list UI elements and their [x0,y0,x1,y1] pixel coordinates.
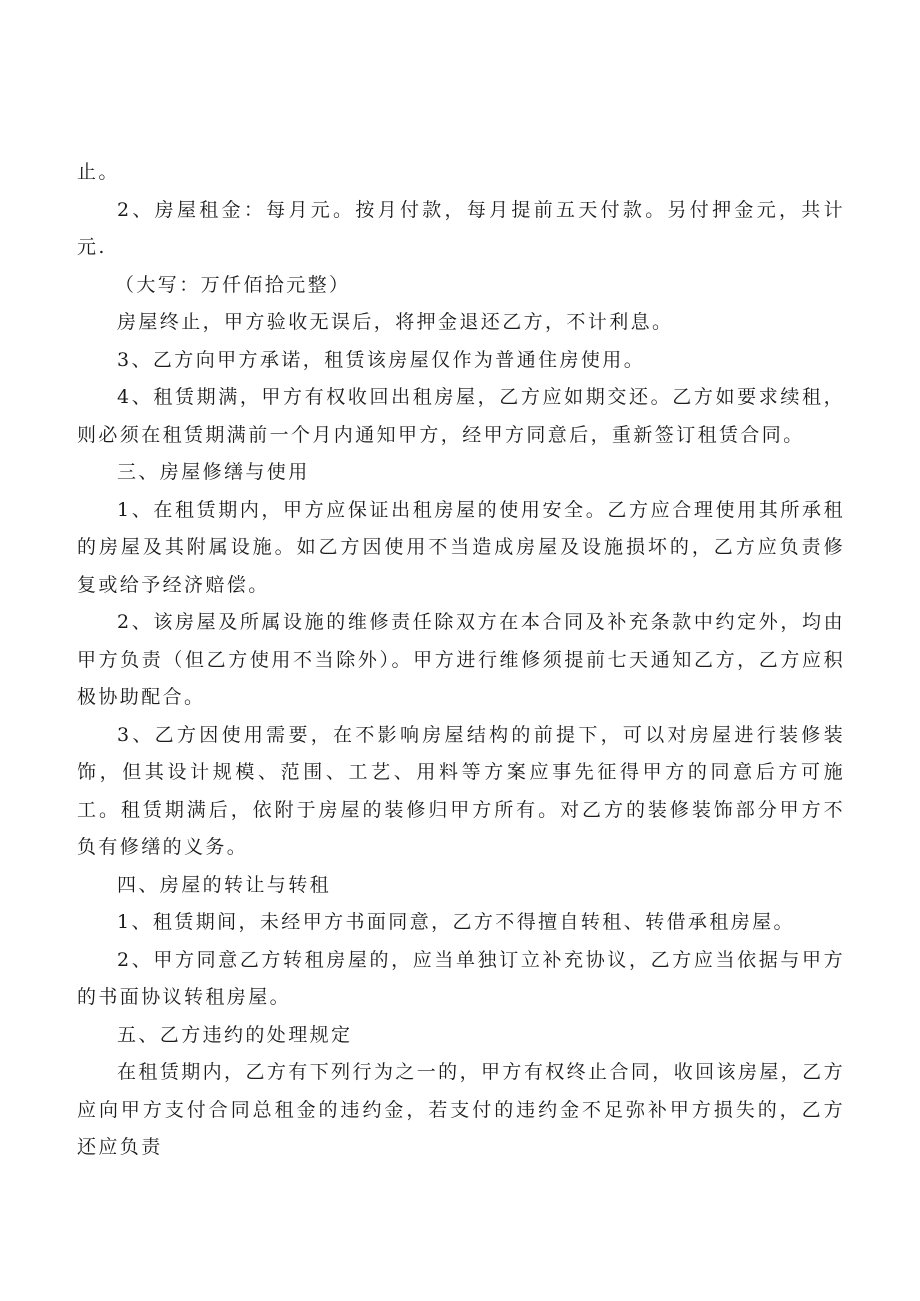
paragraph-safety: 1、在租赁期内，甲方应保证出租房屋的使用安全。乙方应合理使用其所承租的房屋及其附属设施。如乙方因使用不当造成房屋及设施损坏的，乙方应负责修复或给予经济赔偿。 [77,498,845,596]
paragraph-deposit-return: 房屋终止，甲方验收无误后，将押金退还乙方，不计利息。 [117,311,674,333]
paragraph-no-sublease: 1、租赁期间，未经甲方书面同意，乙方不得擅自转租、转借承租房屋。 [117,911,795,933]
paragraph-rent-uppercase: （大写：万仟佰拾元整） [115,273,351,296]
paragraph-continuation: 止。 [77,161,120,183]
section-heading-transfer-sublease: 四、房屋的转让与转租 [117,873,332,896]
paragraph-renovation: 3、乙方因使用需要，在不影响房屋结构的前提下，可以对房屋进行装修装饰，但其设计规模、范围、工艺、用料等方案应事先征得甲方的同意后方可施工。租赁期满后，依附于房屋的装修归甲方所有。对乙方的装修装饰部分甲方不负有修缮的义务。 [77,723,845,858]
section-heading-breach: 五、乙方违约的处理规定 [117,1023,353,1046]
paragraph-breach-terms: 在租赁期内，乙方有下列行为之一的，甲方有权终止合同，收回该房屋，乙方应向甲方支付合同总租金的违约金，若支付的违约金不足弥补甲方损失的，乙方还应负责 [77,1061,845,1158]
document-body [77,154,845,1167]
section-heading-repair-use: 三、房屋修缮与使用 [117,461,310,483]
paragraph-sublease-agreement: 2、甲方同意乙方转租房屋的，应当单独订立补充协议，乙方应当依据与甲方的书面协议转租房屋。 [77,948,845,1008]
paragraph-use-commitment: 3、乙方向甲方承诺，租赁该房屋仅作为普通住房使用。 [117,348,646,371]
paragraph-rent: 2、房屋租金：每月元。按月付款，每月提前五天付款。另付押金元，共计元. [77,198,845,258]
paragraph-lease-expiry: 4、租赁期满，甲方有权收回出租房屋，乙方应如期交还。乙方如要求续租，则必须在租赁期满前一个月内通知甲方，经甲方同意后，重新签订租赁合同。 [77,386,845,446]
paragraph-maintenance: 2、该房屋及所属设施的维修责任除双方在本合同及补充条款中约定外，均由甲方负责（但乙方使用不当除外）。甲方进行维修须提前七天通知乙方，乙方应积极协助配合。 [77,611,845,708]
